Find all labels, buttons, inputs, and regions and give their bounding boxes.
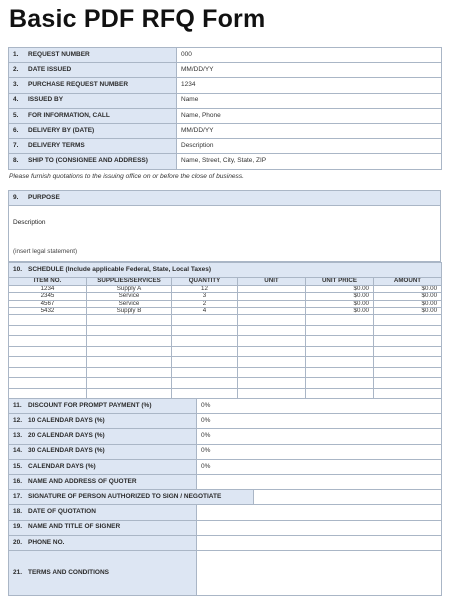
field-number: 21. [13, 568, 23, 576]
field-value[interactable]: 1234 [177, 78, 442, 93]
field-row [9, 535, 442, 550]
schedule-empty-cell[interactable] [374, 325, 442, 336]
field-row [9, 474, 442, 489]
field-row [9, 139, 442, 154]
schedule-empty-cell[interactable] [306, 367, 374, 378]
column-header: UNIT [238, 278, 306, 286]
field-number: 1. [13, 50, 19, 58]
purpose-description: Description [13, 219, 46, 226]
schedule-cell-qty[interactable]: 2 [172, 300, 238, 307]
field-number: 6. [13, 126, 19, 134]
field-row [9, 550, 442, 595]
schedule-cell-supplies[interactable]: Service [87, 300, 172, 307]
field-value[interactable]: Name, Phone [177, 108, 442, 123]
field-number: 5. [13, 111, 19, 119]
schedule-label: SCHEDULE (Include applicable Federal, State, Local Taxes) [28, 265, 212, 273]
field-label: SHIP TO (CONSIGNEE AND ADDRESS) [28, 157, 148, 165]
field-label: 30 CALENDAR DAYS (%) [28, 447, 105, 455]
schedule-empty-row [9, 367, 442, 378]
schedule-empty-cell[interactable] [87, 346, 172, 357]
schedule-cell-item[interactable]: 5432 [9, 307, 87, 314]
field-label: DELIVERY TERMS [28, 141, 85, 149]
schedule-empty-cell[interactable] [374, 378, 442, 389]
purpose-label: PURPOSE [28, 193, 60, 201]
field-label: PURCHASE REQUEST NUMBER [28, 81, 129, 89]
schedule-empty-cell[interactable] [87, 315, 172, 326]
field-value[interactable]: MM/DD/YY [177, 63, 442, 78]
schedule-empty-cell[interactable] [238, 325, 306, 336]
legal-statement: (insert legal statement) [13, 247, 78, 255]
field-label-cell [9, 490, 254, 505]
schedule-cell-unit[interactable] [238, 307, 306, 314]
field-row [9, 93, 442, 108]
field-number: 7. [13, 141, 19, 149]
field-label: DATE ISSUED [28, 66, 72, 74]
schedule-column-header-row [9, 278, 442, 286]
field-label-cell [9, 550, 197, 595]
field-label: 10 CALENDAR DAYS (%) [28, 417, 105, 425]
purpose-section [8, 190, 441, 262]
schedule-empty-row [9, 325, 442, 336]
field-number: 18. [13, 508, 23, 516]
field-label: SIGNATURE OF PERSON AUTHORIZED TO SIGN / NEGOTIATE [28, 492, 222, 500]
schedule-empty-row [9, 336, 442, 347]
column-header: SUPPLIES/SERVICES [87, 278, 172, 286]
schedule-empty-cell[interactable] [172, 367, 238, 378]
field-row [9, 78, 442, 93]
field-value[interactable]: MM/DD/YY [177, 123, 442, 138]
schedule-cell-supplies[interactable]: Supply B [87, 307, 172, 314]
field-value[interactable]: 0% [197, 414, 442, 429]
field-value[interactable]: 0% [197, 444, 442, 459]
field-label: DISCOUNT FOR PROMPT PAYMENT (%) [28, 401, 152, 409]
field-label: NAME AND TITLE OF SIGNER [28, 523, 121, 531]
schedule-empty-cell[interactable] [172, 315, 238, 326]
schedule-cell-price[interactable]: $0.00 [306, 300, 374, 307]
schedule-empty-cell[interactable] [238, 346, 306, 357]
field-number: 20. [13, 538, 23, 546]
schedule-cell-unit[interactable] [238, 300, 306, 307]
schedule-empty-cell[interactable] [306, 325, 374, 336]
column-header: ITEM NO. [9, 278, 87, 286]
quotation-notice: Please furnish quotations to the issuing office on or before the close of business. [9, 173, 244, 180]
schedule-cell-qty[interactable]: 4 [172, 307, 238, 314]
field-label-cell [9, 154, 177, 169]
schedule-empty-cell[interactable] [238, 336, 306, 347]
field-label-cell [9, 93, 177, 108]
field-row [9, 63, 442, 78]
schedule-row [9, 307, 442, 314]
purpose-number: 9. [13, 193, 19, 201]
schedule-empty-cell[interactable] [172, 336, 238, 347]
field-label: DATE OF QUOTATION [28, 508, 96, 516]
schedule-empty-cell[interactable] [87, 325, 172, 336]
field-value[interactable]: Description [177, 139, 442, 154]
field-number: 4. [13, 96, 19, 104]
field-value[interactable] [254, 490, 442, 505]
column-header: UNIT PRICE [306, 278, 374, 286]
quoter-info-table [8, 398, 442, 596]
schedule-cell-supplies[interactable]: Supply A [87, 286, 172, 293]
schedule-cell-price[interactable]: $0.00 [306, 286, 374, 293]
schedule-cell-price[interactable]: $0.00 [306, 293, 374, 300]
schedule-empty-cell[interactable] [172, 378, 238, 389]
field-label: FOR INFORMATION, CALL [28, 111, 110, 119]
field-number: 13. [13, 432, 23, 440]
column-header: AMOUNT [374, 278, 442, 286]
field-label-cell [9, 520, 197, 535]
field-row [9, 444, 442, 459]
field-label-cell [9, 78, 177, 93]
field-label: ISSUED BY [28, 96, 64, 104]
schedule-cell-price[interactable]: $0.00 [306, 307, 374, 314]
field-row [9, 520, 442, 535]
schedule-number: 10. [13, 265, 23, 273]
schedule-row [9, 293, 442, 300]
schedule-cell-unit[interactable] [238, 293, 306, 300]
schedule-empty-row [9, 346, 442, 357]
schedule-empty-cell[interactable] [9, 378, 87, 389]
schedule-empty-cell[interactable] [374, 346, 442, 357]
schedule-empty-cell[interactable] [87, 336, 172, 347]
field-value[interactable]: Name [177, 93, 442, 108]
schedule-row [9, 300, 442, 307]
field-value[interactable]: 0% [197, 399, 442, 414]
field-number: 19. [13, 523, 23, 531]
field-label-cell [9, 123, 177, 138]
field-label-cell [9, 48, 177, 63]
schedule-empty-cell[interactable] [172, 325, 238, 336]
field-value[interactable] [197, 505, 442, 520]
field-label-cell [9, 63, 177, 78]
schedule-row [9, 286, 442, 293]
schedule-empty-cell[interactable] [238, 357, 306, 368]
field-label: CALENDAR DAYS (%) [28, 462, 96, 470]
column-header: QUANTITY [172, 278, 238, 286]
schedule-empty-cell[interactable] [9, 336, 87, 347]
field-number: 12. [13, 417, 23, 425]
schedule-empty-cell[interactable] [9, 346, 87, 357]
schedule-empty-cell[interactable] [306, 315, 374, 326]
schedule-empty-row [9, 357, 442, 368]
field-row [9, 490, 442, 505]
field-label: 20 CALENDAR DAYS (%) [28, 432, 105, 440]
field-value[interactable]: 0% [197, 459, 442, 474]
field-label-cell [9, 139, 177, 154]
schedule-empty-cell[interactable] [87, 378, 172, 389]
schedule-cell-item[interactable]: 4567 [9, 300, 87, 307]
field-row [9, 459, 442, 474]
schedule-empty-cell[interactable] [87, 367, 172, 378]
field-value[interactable] [197, 474, 442, 489]
field-number: 3. [13, 81, 19, 89]
schedule-table [8, 262, 442, 399]
schedule-cell-qty[interactable]: 3 [172, 293, 238, 300]
schedule-empty-cell[interactable] [172, 346, 238, 357]
schedule-empty-row [9, 378, 442, 389]
schedule-cell-item[interactable]: 1234 [9, 286, 87, 293]
schedule-empty-cell[interactable] [238, 378, 306, 389]
field-number: 17. [13, 492, 23, 500]
schedule-empty-cell[interactable] [9, 325, 87, 336]
schedule-empty-cell[interactable] [9, 357, 87, 368]
field-label-cell [9, 474, 197, 489]
schedule-empty-cell[interactable] [9, 367, 87, 378]
schedule-cell-amount[interactable]: $0.00 [374, 286, 442, 293]
schedule-empty-cell[interactable] [306, 357, 374, 368]
field-number: 14. [13, 447, 23, 455]
schedule-empty-cell[interactable] [87, 357, 172, 368]
field-value[interactable] [197, 535, 442, 550]
field-value[interactable] [197, 520, 442, 535]
field-row [9, 123, 442, 138]
field-value[interactable]: 000 [177, 48, 442, 63]
field-number: 11. [13, 401, 22, 409]
schedule-empty-cell[interactable] [238, 315, 306, 326]
schedule-empty-row [9, 315, 442, 326]
field-row [9, 48, 442, 63]
schedule-cell-amount[interactable]: $0.00 [374, 293, 442, 300]
schedule-empty-cell[interactable] [306, 378, 374, 389]
schedule-cell-unit[interactable] [238, 286, 306, 293]
field-row [9, 154, 442, 169]
field-row [9, 414, 442, 429]
field-label-cell [9, 429, 197, 444]
field-label: DELIVERY BY (DATE) [28, 126, 95, 134]
schedule-empty-cell[interactable] [374, 336, 442, 347]
schedule-empty-cell[interactable] [172, 357, 238, 368]
schedule-empty-cell[interactable] [306, 336, 374, 347]
schedule-empty-cell[interactable] [306, 346, 374, 357]
request-info-table [8, 47, 442, 170]
field-label-cell [9, 459, 197, 474]
field-label-cell [9, 108, 177, 123]
field-label-cell [9, 399, 197, 414]
field-label: NAME AND ADDRESS OF QUOTER [28, 477, 137, 485]
field-label-cell [9, 535, 197, 550]
form-title: Basic PDF RFQ Form [9, 5, 266, 33]
field-value[interactable]: Name, Street, City, State, ZIP [177, 154, 442, 169]
schedule-empty-cell[interactable] [374, 315, 442, 326]
schedule-empty-cell[interactable] [9, 315, 87, 326]
field-value[interactable]: 0% [197, 429, 442, 444]
schedule-cell-amount[interactable]: $0.00 [374, 307, 442, 314]
field-label-cell [9, 444, 197, 459]
schedule-empty-cell[interactable] [374, 367, 442, 378]
field-row [9, 399, 442, 414]
field-label: REQUEST NUMBER [28, 50, 90, 58]
purpose-field[interactable] [9, 206, 441, 262]
field-label-cell [9, 414, 197, 429]
schedule-empty-cell[interactable] [238, 367, 306, 378]
field-number: 16. [13, 477, 23, 485]
field-number: 2. [13, 66, 19, 74]
field-row [9, 505, 442, 520]
field-label: PHONE NO. [28, 538, 65, 546]
field-value[interactable] [197, 550, 442, 595]
schedule-cell-supplies[interactable]: Service [87, 293, 172, 300]
field-number: 8. [13, 157, 19, 165]
schedule-empty-cell[interactable] [374, 357, 442, 368]
schedule-cell-item[interactable]: 2345 [9, 293, 87, 300]
field-row [9, 108, 442, 123]
field-label: TERMS AND CONDITIONS [28, 568, 110, 576]
field-label-cell [9, 505, 197, 520]
schedule-header [9, 263, 442, 278]
field-number: 15. [13, 462, 23, 470]
schedule-cell-qty[interactable]: 12 [172, 286, 238, 293]
purpose-header [9, 191, 441, 206]
field-row [9, 429, 442, 444]
schedule-cell-amount[interactable]: $0.00 [374, 300, 442, 307]
